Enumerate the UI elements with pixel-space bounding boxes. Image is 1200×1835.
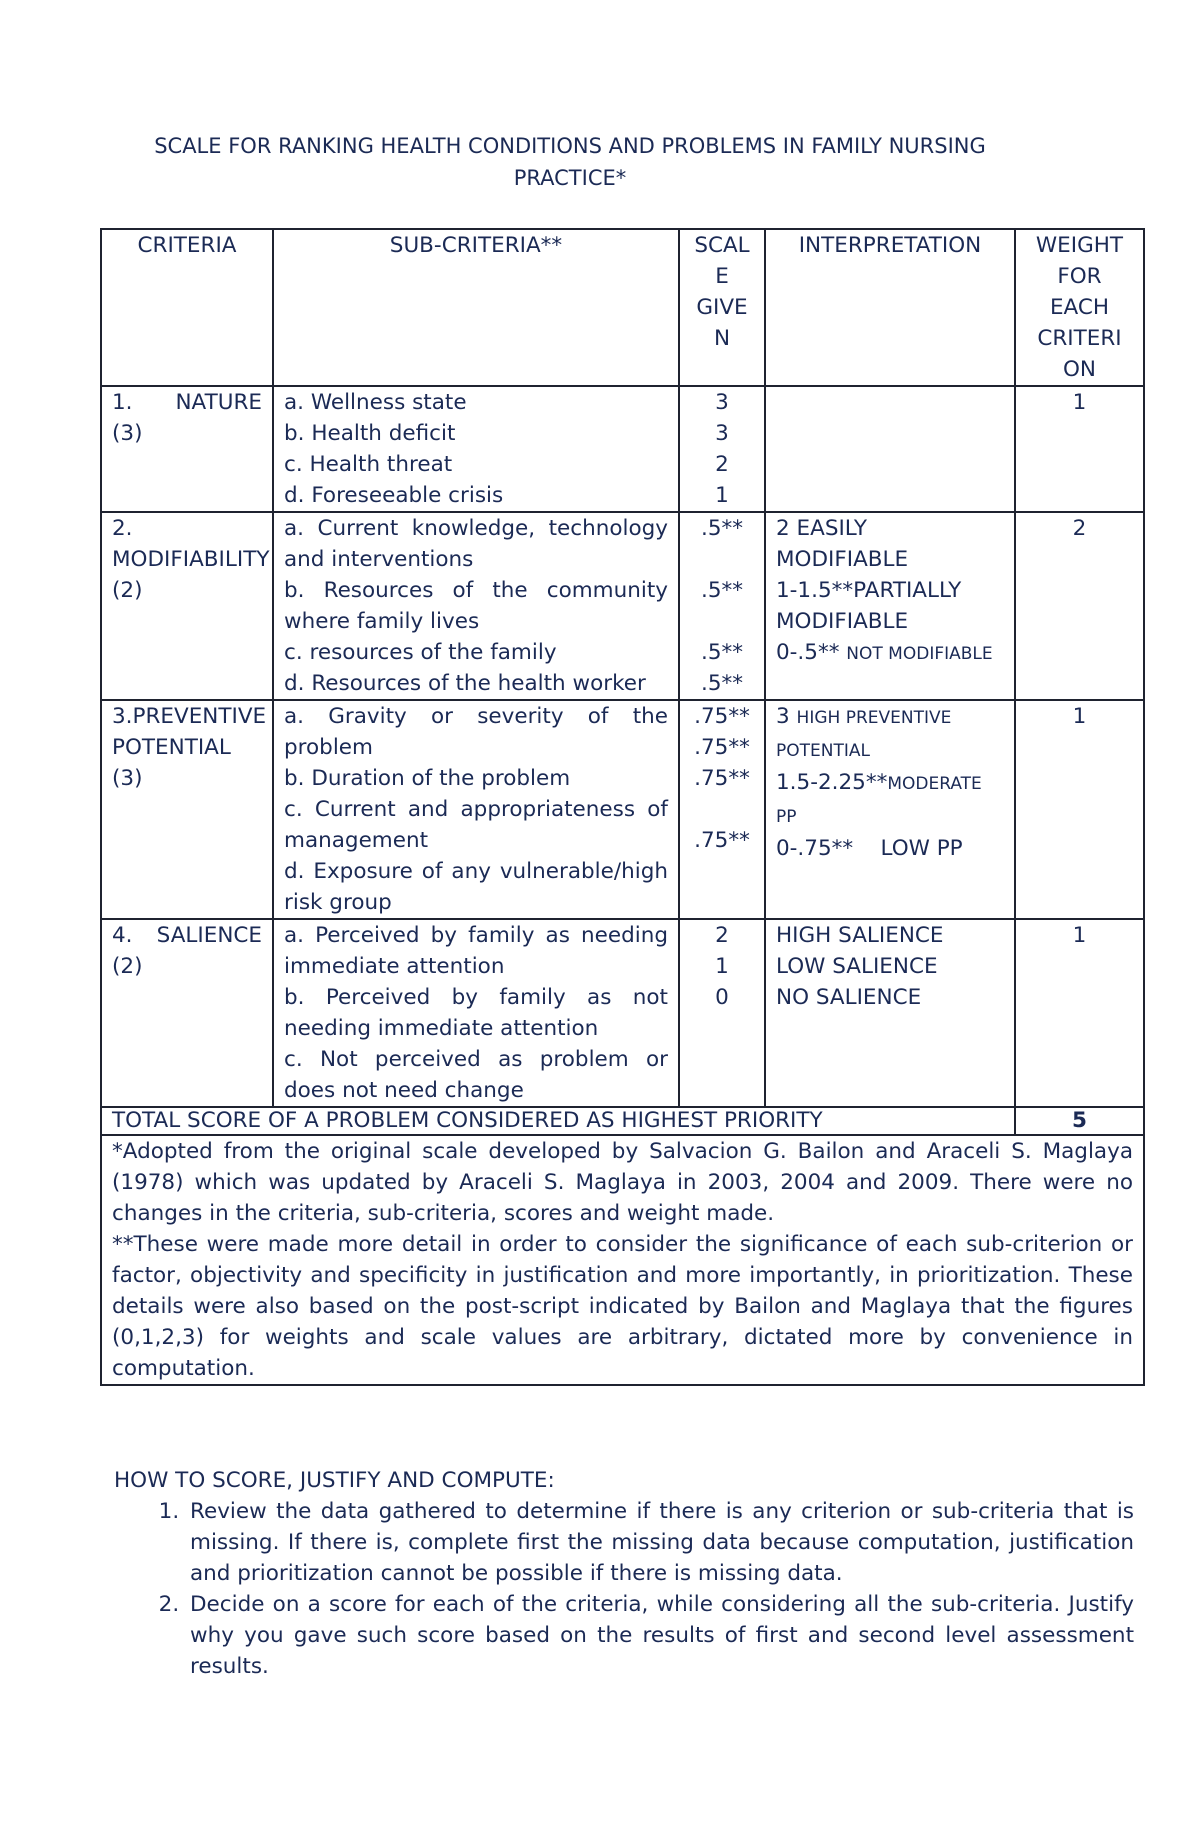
how-to-section	[114, 1465, 1134, 1682]
footnote-1: *Adopted from the original scale developed by Salvacion G. Bailon and Araceli S. Maglaya (1978) which was updated by Araceli S. Maglaya in 2003, 2004 and 2009. There were no changes in the criteria, sub-criteria, scores and weight made.	[112, 1139, 1133, 1226]
footnotes	[101, 1135, 1144, 1385]
sub-criteria-modifiability: a. Current knowledge, technology and interventions b. Resources of the community where family lives c. resources of the family d. Resources of the health worker	[273, 512, 679, 700]
table-row	[101, 512, 1144, 700]
list-item: 1. Review the data gathered to determine if there is any criterion or sub-criteria that is missing. If there is, complete first the missing data because computation, justification and prioritization cannot be possible if there is missing data.	[186, 1496, 1134, 1589]
interpretation-preventive-potential: 3 HIGH PREVENTIVE POTENTIAL 1.5-2.25**MODERATE PP 0-.75** LOW PP	[765, 700, 1015, 919]
header-sub-criteria: SUB-CRITERIA**	[273, 229, 679, 386]
ranking-scale-table	[100, 228, 1145, 1386]
scale-salience: 2 1 0	[679, 919, 765, 1107]
document-title	[100, 130, 1040, 194]
table-header-row	[101, 229, 1144, 386]
criteria-preventive-potential: 3.PREVENTIVE POTENTIAL (3)	[101, 700, 273, 919]
list-item: 2. Decide on a score for each of the criteria, while considering all the sub-criteria. Justify why you gave such score based on the results of first and second level assessment results.	[186, 1589, 1134, 1682]
footnote-2: **These were made more detail in order to consider the significance of each sub-criterion or factor, objectivity and specificity in justification and more importantly, in prioritization. These details were also based on the post-script indicated by Bailon and Maglaya that the figures (0,1,2,3) for weights and scale values are arbitrary, dictated more by convenience in computation.	[112, 1232, 1133, 1381]
sub-criteria-nature: a. Wellness state b. Health deficit c. Health threat d. Foreseeable crisis	[273, 386, 679, 512]
total-label: TOTAL SCORE OF A PROBLEM CONSIDERED AS HIGHEST PRIORITY	[101, 1107, 1015, 1135]
interpretation-nature	[765, 386, 1015, 512]
how-to-list	[114, 1496, 1134, 1682]
header-interpretation: INTERPRETATION	[765, 229, 1015, 386]
weight-preventive-potential: 1	[1015, 700, 1144, 919]
interpretation-modifiability: 2 EASILY MODIFIABLE 1-1.5**PARTIALLY MODIFIABLE 0-.5** NOT MODIFIABLE	[765, 512, 1015, 700]
sub-criteria-salience: a. Perceived by family as needing immediate attention b. Perceived by family as not needing immediate attention c. Not perceived as problem or does not need change	[273, 919, 679, 1107]
weight-modifiability: 2	[1015, 512, 1144, 700]
weight-salience: 1	[1015, 919, 1144, 1107]
table-row	[101, 919, 1144, 1107]
title-line-1: SCALE FOR RANKING HEALTH CONDITIONS AND PROBLEMS IN FAMILY NURSING	[154, 134, 986, 158]
total-row	[101, 1107, 1144, 1135]
header-scale-given: SCAL E GIVE N	[679, 229, 765, 386]
table-row	[101, 700, 1144, 919]
header-weight: WEIGHT FOR EACH CRITERI ON	[1015, 229, 1144, 386]
scale-modifiability: .5** .5** .5** .5**	[679, 512, 765, 700]
how-to-heading: HOW TO SCORE, JUSTIFY AND COMPUTE:	[114, 1468, 555, 1493]
criteria-nature: 1. NATURE (3)	[101, 386, 273, 512]
notes-row	[101, 1135, 1144, 1385]
criteria-modifiability: 2. MODIFIABILITY (2)	[101, 512, 273, 700]
table-row	[101, 386, 1144, 512]
sub-criteria-preventive-potential: a. Gravity or severity of the problem b. Duration of the problem c. Current and appropriateness of management d. Exposure of any vulnerable/high risk group	[273, 700, 679, 919]
criteria-salience: 4. SALIENCE (2)	[101, 919, 273, 1107]
scale-preventive-potential: .75** .75** .75** .75**	[679, 700, 765, 919]
header-criteria: CRITERIA	[101, 229, 273, 386]
scale-nature: 3 3 2 1	[679, 386, 765, 512]
total-value: 5	[1015, 1107, 1144, 1135]
interpretation-salience: HIGH SALIENCE LOW SALIENCE NO SALIENCE	[765, 919, 1015, 1107]
weight-nature: 1	[1015, 386, 1144, 512]
title-line-2: PRACTICE*	[513, 166, 627, 190]
